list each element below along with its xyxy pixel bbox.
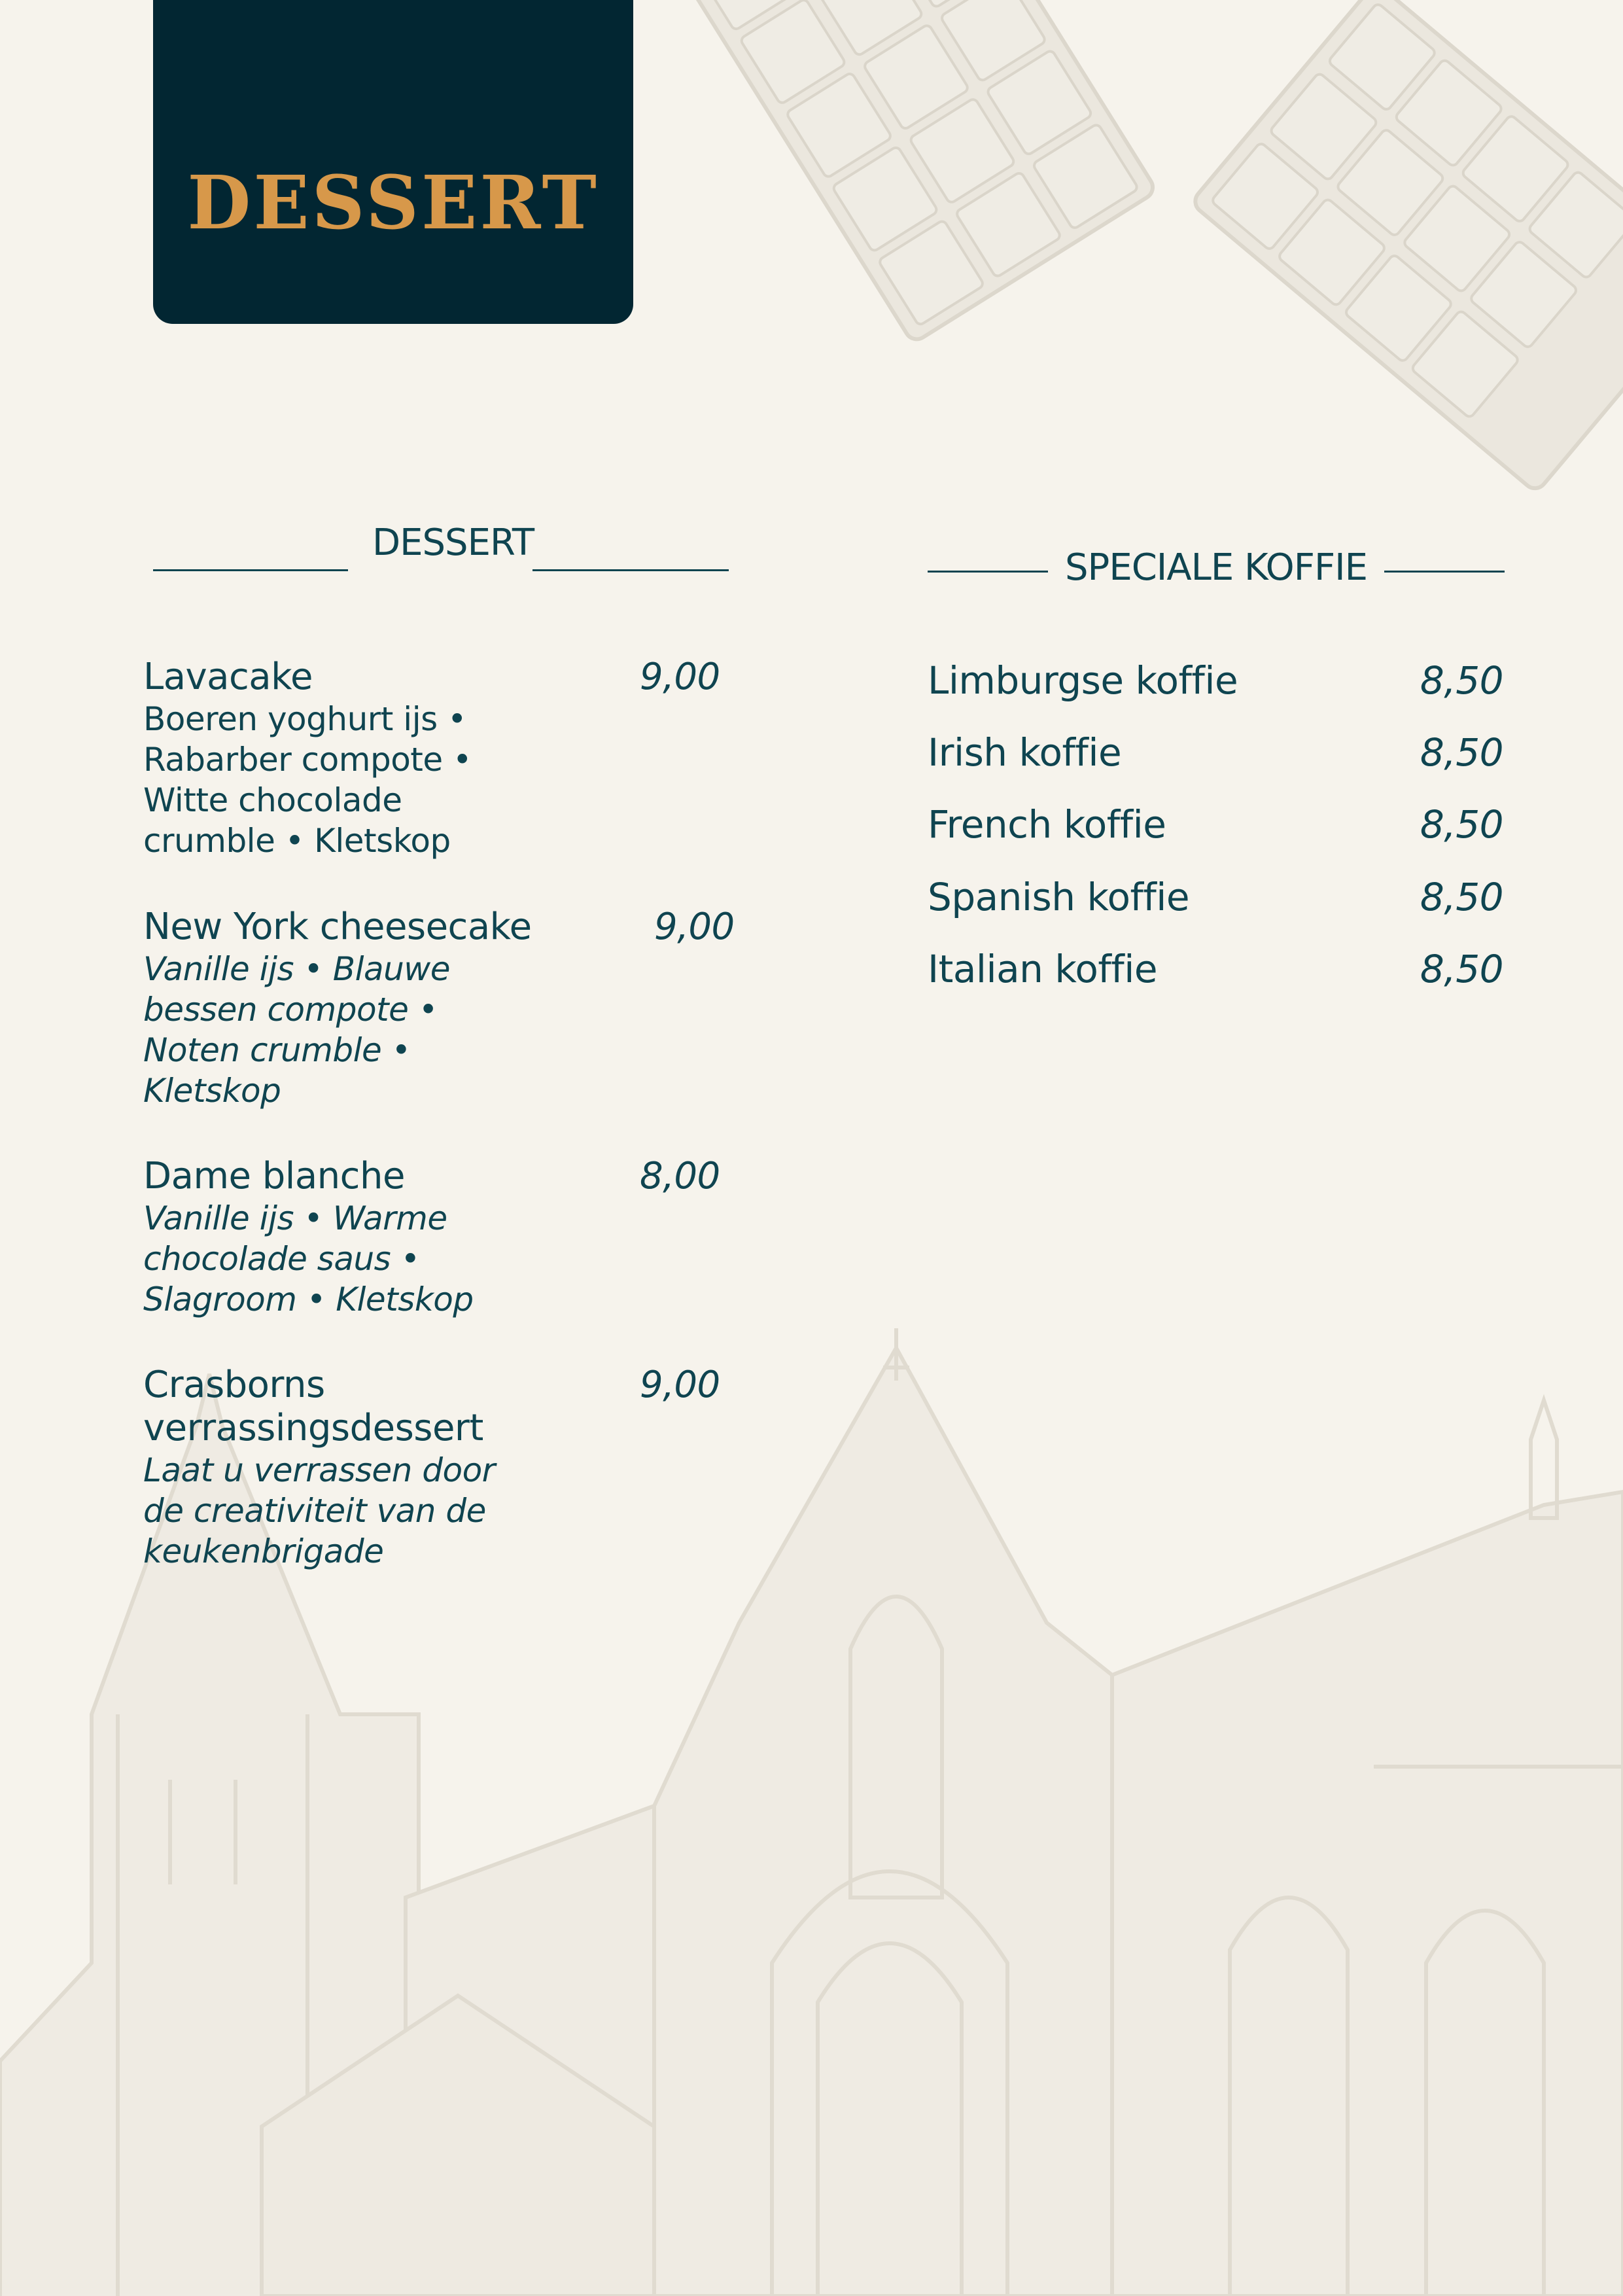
menu-item-description: Slagroom • Kletskop — [143, 1280, 474, 1318]
coffee-item-price: 8,50 — [1420, 730, 1503, 775]
menu-item-name: Dame blanche — [143, 1155, 405, 1197]
header-rule-left — [928, 571, 1048, 573]
header-rule-right — [532, 569, 729, 571]
header-rule-right — [1384, 571, 1505, 573]
menu-item-description: Vanille ijs • Blauwe — [143, 950, 450, 988]
menu-item-price: 9,00 — [654, 906, 735, 948]
menu-item — [143, 906, 532, 1111]
menu-item — [143, 1155, 474, 1320]
menu-item-description: Witte chocolade — [143, 781, 402, 819]
menu-item-description: keukenbrigade — [143, 1532, 384, 1570]
dessert-section-header — [153, 523, 729, 563]
coffee-item-price: 8,50 — [1420, 875, 1503, 919]
menu-item-name: Lavacake — [143, 656, 313, 698]
menu-item-description: Noten crumble • — [143, 1031, 411, 1069]
menu-item-description: crumble • Kletskop — [143, 822, 451, 860]
menu-item-name: verrassingsdessert — [143, 1407, 483, 1449]
coffee-item — [928, 802, 1503, 847]
coffee-item-name: Italian koffie — [928, 947, 1157, 991]
menu-item-description: chocolade saus • — [143, 1240, 420, 1278]
coffee-item — [928, 946, 1503, 992]
coffee-item — [928, 874, 1503, 920]
coffee-item-name: Spanish koffie — [928, 875, 1190, 919]
coffee-item-name: Limburgse koffie — [928, 658, 1238, 703]
header-rule-left — [153, 569, 348, 571]
coffee-item-name: Irish koffie — [928, 730, 1122, 775]
coffee-item-price: 8,50 — [1420, 658, 1503, 703]
coffee-item-price: 8,50 — [1420, 802, 1503, 847]
coffee-item — [928, 730, 1503, 775]
menu-item-description: Rabarber compote • — [143, 741, 472, 779]
menu-item-description: bessen compote • — [143, 991, 438, 1029]
coffee-section-header — [928, 548, 1505, 588]
page-title: DESSERT — [187, 160, 599, 246]
title-banner — [153, 0, 633, 324]
menu-item-description: Vanille ijs • Warme — [143, 1199, 447, 1237]
menu-item — [143, 1364, 495, 1572]
coffee-item — [928, 658, 1503, 703]
menu-item-description: de creativiteit van de — [143, 1492, 486, 1530]
coffee-item-name: French koffie — [928, 802, 1166, 847]
white-chocolate-bar-illustration — [674, 0, 1157, 344]
menu-item-price: 8,00 — [640, 1155, 720, 1197]
coffee-section-heading: SPECIALE KOFFIE — [1065, 546, 1368, 589]
menu-item-price: 9,00 — [640, 1364, 720, 1406]
coffee-item-price: 8,50 — [1420, 947, 1503, 991]
menu-item — [143, 656, 472, 861]
menu-item-name: Crasborns — [143, 1364, 325, 1406]
menu-item-price: 9,00 — [640, 656, 720, 698]
menu-item-name: New York cheesecake — [143, 906, 532, 948]
menu-item-description: Boeren yoghurt ijs • — [143, 700, 467, 738]
menu-item-description: Kletskop — [143, 1072, 281, 1110]
dessert-section-heading: DESSERT — [372, 521, 534, 564]
menu-item-description: Laat u verrassen door — [143, 1451, 495, 1489]
white-chocolate-bar-illustration — [1191, 0, 1623, 493]
